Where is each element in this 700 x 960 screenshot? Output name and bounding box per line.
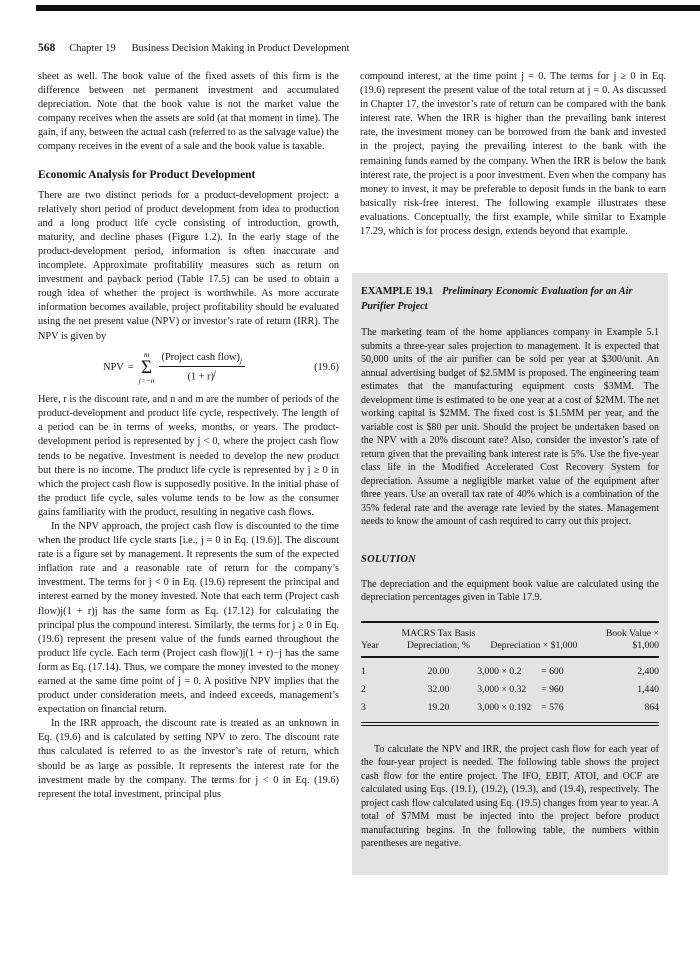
sigma-icon: Σ (141, 356, 153, 378)
table-row (361, 680, 659, 698)
summation-symbol (139, 351, 155, 386)
left-paragraph-1: sheet as well. The book value of the fixed assets of this firm is the difference between net permanent investment and accumulated depreciation. Note that the book value is not the market value the company receives when the assets are sold (at that moment in time). The gain, if any, between the actual cash (referred to as the salvage value) the company receives in the event of a sale and the book value is taxable. (38, 71, 339, 153)
fraction (159, 352, 245, 385)
year-cell: 1 (361, 665, 366, 677)
left-paragraph-3: Here, r is the discount rate, and n and m are the number of periods of the product-development and product life cycle, respectively. The length of a period can be in terms of weeks, months, or years. The product-development period is represented by j < 0, where the project cash flow tends to be negative. Investment is needed to develop the new product but there is no income. The product life cycle is represented by j ≥ 0 in which the project cash flow is supposedly positive. In the initial phase of the product life cycle, sales volume tends to be low as the consumer gains familiarity with the product, resulting in negative cash flows. (38, 394, 339, 518)
percent-cell: 32.00 (427, 683, 450, 695)
running-head (38, 42, 349, 54)
multiplication-text: 3,000 × 0.32 (477, 683, 527, 695)
example-closing-paragraph: To calculate the NPV and IRR, the project cash flow for each year of the four-year project is needed. The following table shows the project cash flow for the entire project. The IFO, EBIT, ATOI, and OCF are calculated using Eqs. (19.1), (19.2), (19.3), and (19.4), respectively. The project cash flow calculated using Eq. (19.5) changes from year to year. A total of $7MM must be injected into the project before product manufacturing begins. In the following table, the numbers within parentheses are negative. (361, 743, 659, 850)
two-column-layout (38, 70, 666, 875)
table-header-row (361, 622, 659, 657)
year-column-header (361, 622, 400, 657)
section-heading: Economic Analysis for Product Development (38, 168, 256, 181)
book-value-cell: 2,400 (637, 665, 659, 677)
calculation-cell (477, 657, 590, 681)
example-title-block (361, 285, 659, 314)
equals-sign: = (127, 361, 134, 373)
denominator-text: (1 + r) (187, 371, 214, 383)
equation-lhs: NPV (103, 361, 124, 373)
year-cell: 3 (361, 701, 366, 713)
macrs-header-line1: MACRS Tax Basis (401, 627, 476, 639)
calculation-cell (477, 698, 590, 724)
numerator-text: (Project cash flow) (161, 351, 240, 363)
table-body (361, 657, 659, 724)
book-value-cell: 1,440 (637, 683, 659, 695)
macrs-column-header (400, 622, 477, 657)
result-text: = 960 (541, 683, 564, 695)
percent-cell: 19.20 (427, 701, 450, 713)
example-body-paragraph: The marketing team of the home appliances company in Example 5.1 submits a three-year sales projection to management. It is expected that 50,000 units of the air purifier can be sold per year at $300/unit. An annual advertising budget of $2.5MM is proposed. The engineering team estimates that the manufacturing equipment costs $3MM. The development time is estimated to be one year at a cost of $2MM. The net working capital is $2MM. The fixed cost is $1.5MM per year, and the variable cost is $80 per unit. Should the project be undertaken based on the NPV with a 20% discount rate? Also, consider the investor’s rate of return given that the prevailing bank interest rate is 5%. Use the five-year class life in the Modified Accelerated Cost Recovery System for depreciation. Assume a negligible market value of the equipment after three years. Use an overall tax rate of 40% which is a combination of the 35% federal rate and the average rate levied by the states. Management needs to know the amount of cash required to carry out this project. (361, 327, 659, 528)
year-cell: 2 (361, 683, 366, 695)
page-top-rule (36, 5, 700, 11)
denominator-exponent: j (213, 367, 216, 377)
percent-cell: 20.00 (427, 665, 450, 677)
equation-body (38, 351, 310, 386)
left-paragraph-4: In the NPV approach, the project cash flow is discounted to the time when the product life cycle starts [i.e., j = 0 in Eq. (19.6)]. The discount rate is a figure set by management. It represents the sum of the expected inflation rate and a reasonable rate of return for the company’s investment. The terms for j < 0 in Eq. (19.6) represent the principal and interest earned by the money invested. Note that each term (Project cash flow)j(1 + r)j has the same form as Eq. (17.12) for calculating the principal plus the compound interest. Similarly, the terms for j ≥ 0 in Eq. (19.6) represent the present value of the funds earned throughout the product life cycle. Each term (Project cash flow)j(1 + r)−j has the same form as Eq. (17.14). Thus, we compare the money invested to the money earned at the same time point of j = 0. A positive NPV implies that the product under consideration meets, and indeed exceeds, management’s expectation on financial return. (38, 520, 339, 716)
equation-number: (19.6) (314, 361, 339, 373)
depreciation-column-header (477, 622, 590, 657)
depreciation-header-label: Depreciation × $1,000 (490, 640, 578, 652)
left-paragraph-2: There are two distinct periods for a product-development project: a relatively short period of product development from idea to production and a long product life cycle consisting of introduction, growth, maturity, and decline phases (Figure 1.2). In the early stage of the product-development period, information is often inaccurate and incomplete. Approximate profitability measures such as return on investment and payback period (Table 17.5) can be used to obtain a rough idea of whether the project is worthwhile. As more accurate information becomes available, project profitability should be evaluated using the net present value (NPV) or investor’s rate of return (IRR). The NPV is given by (38, 189, 339, 342)
book-value-header-line2: $1,000 (632, 640, 659, 652)
numerator-subscript: j (239, 355, 242, 365)
fraction-numerator (159, 352, 245, 367)
book-value-column-header (590, 622, 659, 657)
sum-lower-limit: j=−n (138, 375, 155, 385)
book-value-header-line1: Book Value × (605, 627, 659, 639)
sum-upper-limit: m (143, 349, 150, 359)
result-text: = 576 (541, 701, 564, 713)
left-paragraph-5: In the IRR approach, the discount rate is treated as an unknown in Eq. (19.6) and is calculated by setting NPV to zero. The discount rate thus calculated is referred to as the investor’s rate of return, which should be as large as possible. It represents the interest rate for the investment made by the company. The terms for j < 0 in Eq. (19.6) represent the total investment, principal plus (38, 718, 339, 800)
fraction-denominator (188, 367, 217, 384)
solution-intro-paragraph: The depreciation and the equipment book value are calculated using the depreciation percentages given in Table 17.9. (361, 578, 659, 604)
right-column (360, 70, 666, 875)
npv-equation (38, 351, 339, 386)
table-row (361, 657, 659, 681)
calculation-cell (477, 680, 590, 698)
year-header-label: Year (361, 640, 379, 652)
page-number: 568 (38, 42, 56, 54)
left-column (38, 70, 339, 875)
chapter-label: Chapter 19 (69, 43, 116, 54)
solution-heading: SOLUTION (361, 553, 416, 565)
multiplication-text: 3,000 × 0.192 (477, 701, 532, 713)
multiplication-text: 3,000 × 0.2 (477, 665, 522, 677)
table-header (361, 622, 659, 657)
example-box (352, 273, 668, 875)
macrs-header-line2: Depreciation, % (406, 640, 470, 652)
macrs-depreciation-table (361, 621, 659, 726)
table-row (361, 698, 659, 724)
example-label: EXAMPLE 19.1 (361, 286, 434, 298)
chapter-title: Business Decision Making in Product Development (131, 43, 350, 54)
right-paragraph-1: compound interest, at the time point j = 0. The terms for j ≥ 0 in Eq. (19.6) represent the present value of the total return at j = 0. As discussed in Chapter 17, the investor’s rate of return can be compared with the bank interest rate. When the IRR is higher than the prevailing bank interest rate, the investment money can be borrowed from the bank and invested in the project, paying the prevailing interest to the bank with the remaining funds earned by the company. When the IRR is below the bank interest rate, the project is a poor investment. Even when the company has money to invest, it may be preferable to deposit funds in the bank to earn basically risk-free interest. The following example illustrates these evaluations. Conceptually, the first example, while similar to Example 17.29, which is for process design, extends beyond that example. (360, 71, 666, 238)
result-text: = 600 (541, 665, 564, 677)
book-value-cell: 864 (644, 701, 659, 713)
example-title: Preliminary Economic Evaluation for an Air Purifier Project (361, 286, 633, 312)
